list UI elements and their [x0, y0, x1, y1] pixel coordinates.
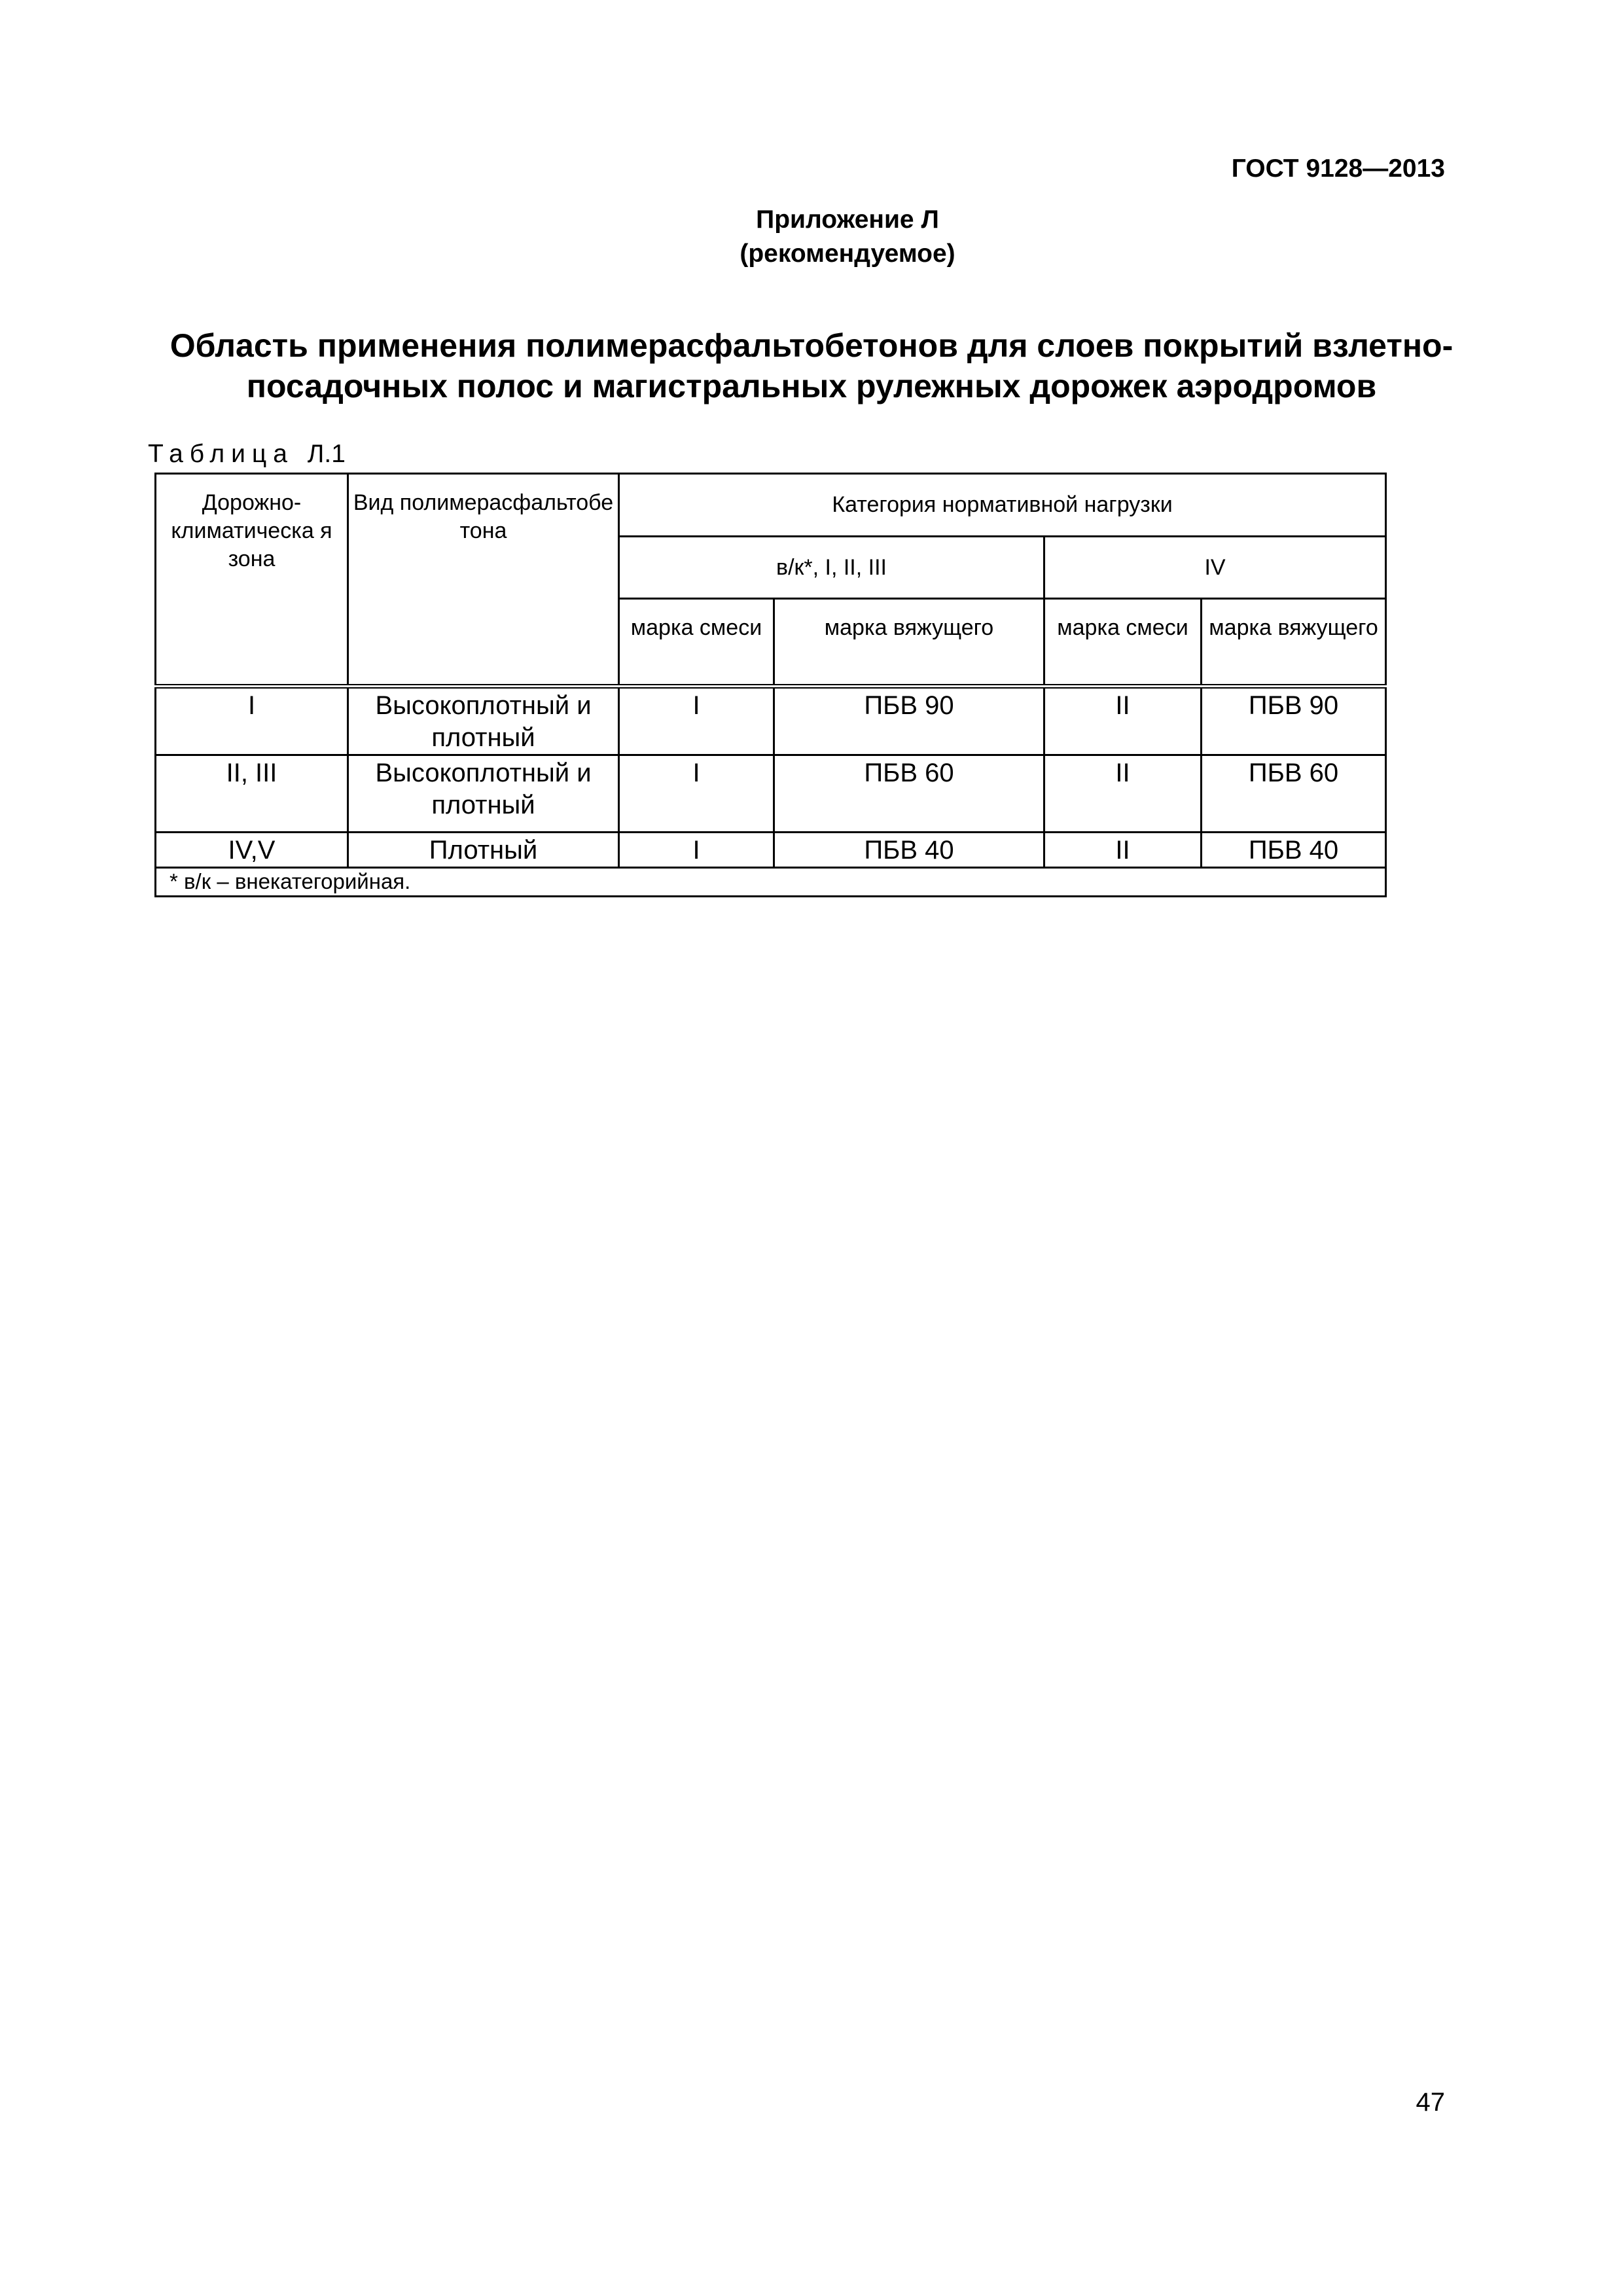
cell-zone: IV,V	[156, 833, 348, 868]
cell-type: Плотный	[348, 833, 619, 868]
cell-binder-1: ПБВ 60	[774, 755, 1044, 833]
document-code: ГОСТ 9128—2013	[1231, 154, 1445, 183]
table-caption-number: Л.1	[307, 440, 346, 468]
page-number: 47	[1416, 2088, 1445, 2117]
cell-type: Высокоплотный и плотный	[348, 755, 619, 833]
cell-binder-2: ПБВ 40	[1202, 833, 1386, 868]
page-title-line-2: посадочных полос и магистральных рулежных дорожек аэродромов	[246, 368, 1377, 404]
cell-mix-1: I	[619, 687, 774, 755]
cell-mix-1: I	[619, 755, 774, 833]
cell-mix-2: II	[1044, 687, 1202, 755]
header-mix-2: марка смеси	[1044, 599, 1202, 687]
header-zone: Дорожно-климатическа я зона	[156, 474, 348, 687]
page-title-line-1: Область применения полимерасфальтобетонов для слоев покрытий взлетно-	[169, 327, 1454, 364]
cell-mix-2: II	[1044, 833, 1202, 868]
cell-mix-1: I	[619, 833, 774, 868]
table-row	[156, 687, 1386, 755]
cell-binder-1: ПБВ 40	[774, 833, 1044, 868]
header-group-1: в/к*, I, II, III	[619, 537, 1044, 599]
header-load-category: Категория нормативной нагрузки	[619, 474, 1386, 537]
header-group-2: IV	[1044, 537, 1386, 599]
table-caption-prefix: Таблица	[148, 440, 294, 468]
application-table	[154, 473, 1387, 897]
header-binder-2: марка вяжущего	[1202, 599, 1386, 687]
table-caption	[148, 440, 346, 469]
cell-type: Высокоплотный и плотный	[348, 687, 619, 755]
appendix-status: (рекомендуемое)	[740, 240, 955, 268]
cell-zone: I	[156, 687, 348, 755]
header-mix-1: марка смеси	[619, 599, 774, 687]
cell-binder-1: ПБВ 90	[774, 687, 1044, 755]
cell-zone: II, III	[156, 755, 348, 833]
table-footnote: * в/к – внекатегорийная.	[156, 868, 1386, 897]
cell-mix-2: II	[1044, 755, 1202, 833]
cell-binder-2: ПБВ 90	[1202, 687, 1386, 755]
appendix-heading	[0, 203, 1623, 271]
header-binder-1: марка вяжущего	[774, 599, 1044, 687]
appendix-title: Приложение Л	[756, 206, 939, 234]
header-type: Вид полимерасфальтобе тона	[348, 474, 619, 687]
table-row	[156, 833, 1386, 868]
page-title	[92, 325, 1531, 406]
cell-binder-2: ПБВ 60	[1202, 755, 1386, 833]
table-row	[156, 755, 1386, 833]
